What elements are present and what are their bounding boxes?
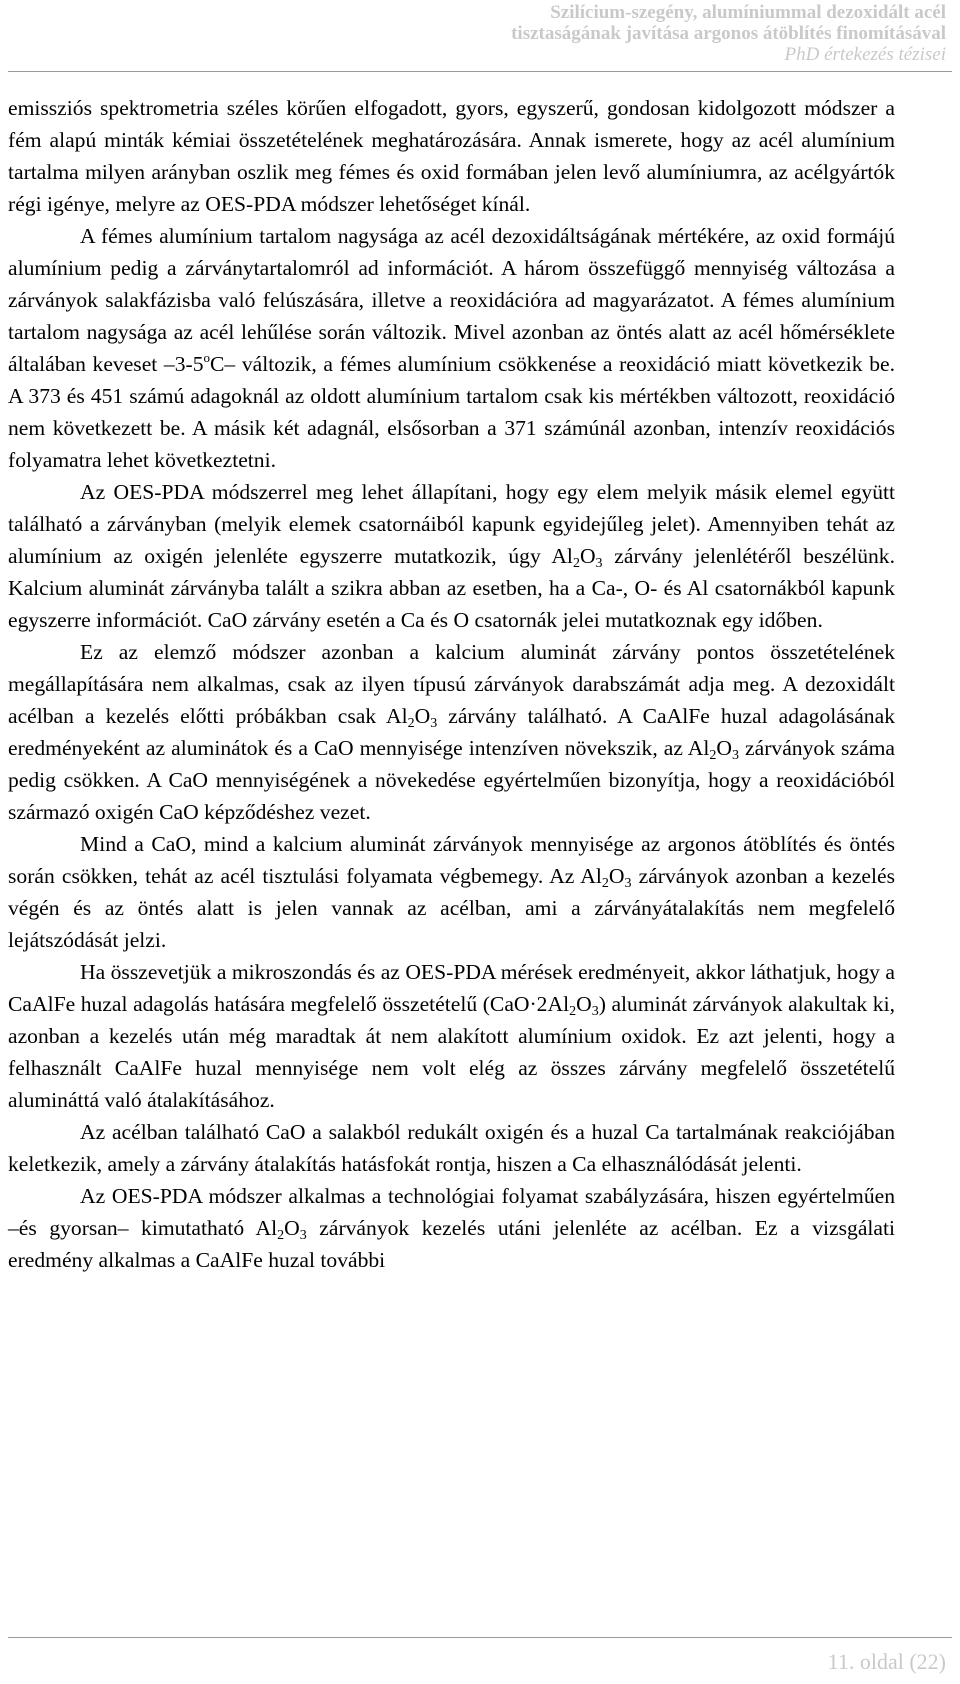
header-subtitle: PhD értekezés tézisei xyxy=(784,44,946,65)
header-title-line-2: tisztaságának javítása argonos átöblítés finomításával xyxy=(511,23,946,44)
document-body xyxy=(8,92,895,1276)
formula-subscript: 2 xyxy=(277,1228,285,1243)
paragraph-2: A fémes alumínium tartalom nagysága az acél dezoxidáltságának mértékére, az oxid formájú alumínium pedig a zárványtartalomról ad információt. A három összefüggő mennyiség változása a zárványok salakfázisba való felúszására, illetve a reoxidációra ad magyarázatot. A fémes alumínium tartalom nagysága az acél lehűlése során változik. Mivel azonban az öntés alatt az acél hőmérséklete általában keveset –3-5$^o$C– változik, a fémes alumínium csökkenése a reoxidáció miatt következik be. A 373 és 451 számú adagoknál az oldott alumínium tartalom csak kis mértékben változott, reoxidáció nem következett be. A másik két adagnál, elsősorban a 371 számúnál azonban, intenzív reoxidációs folyamatra lehet következtetni. xyxy=(8,224,895,472)
formula-subscript: 2 xyxy=(601,876,609,891)
header-title-line-1: Szilícium-szegény, alumíniummal dezoxidált acél xyxy=(550,2,946,23)
page-number: 11. oldal (22) xyxy=(827,1649,946,1674)
formula-subscript: 2 xyxy=(407,716,415,731)
header-divider xyxy=(8,71,952,72)
running-header xyxy=(246,2,946,65)
paragraph-3: Az OES-PDA módszerrel meg lehet állapítani, hogy egy elem melyik másik elemel együtt található a zárványban (melyik elemek csatornáiból kapunk egyidejűleg jelet). Amennyiben tehát az alumínium az oxigén jelenléte egyszerre mutatkozik, úgy $Al_2O_3$ zárvány jelenlétéről beszélünk. Kalcium aluminát zárványba talált a szikra abban az esetben, ha a Ca-, O- és Al csatornákból kapunk egyszerre információt. CaO zárvány esetén a Ca és O csatornák jelei mutatkoznak egy időben. xyxy=(8,480,895,632)
paragraph-8: Az OES-PDA módszer alkalmas a technológiai folyamat szabályzására, hiszen egyértelműen –és gyorsan– kimutatható $Al_2O_3$ zárványok kezelés utáni jelenléte az acélban. Ez a vizsgálati eredmény alkalmas a CaAlFe huzal további xyxy=(8,1184,895,1272)
formula-subscript: 3 xyxy=(595,556,603,571)
formula-subscript: 3 xyxy=(430,716,438,731)
paragraph-4: Ez az elemző módszer azonban a kalcium aluminát zárvány pontos összetételének megállapítására nem alkalmas, csak az ilyen típusú zárványok darabszámát adja meg. A dezoxidált acélban a kezelés előtti próbákban csak $Al_2O_3$ zárvány található. A CaAlFe huzal adagolásának eredményeként az aluminátok és a CaO mennyisége intenzíven növekszik, az $Al_2O_3$ zárványok száma pedig csökken. A CaO mennyiségének a növekedése egyértelműen bizonyítja, hogy a reoxidációból származó oxigén CaO képződéshez vezet. xyxy=(8,640,895,824)
formula-subscript: 2 xyxy=(709,748,717,763)
formula-subscript: 3 xyxy=(591,1004,599,1019)
paragraph-7: Az acélban található CaO a salakból redukált oxigén és a huzal Ca tartalmának reakciójában keletkezik, amely a zárvány átalakítás hatásfokát rontja, hiszen a Ca elhasználódását jelenti. xyxy=(8,1120,895,1176)
paragraph-5: Mind a CaO, mind a kalcium aluminát zárványok mennyisége az argonos átöblítés és öntés során csökken, tehát az acél tisztulási folyamata végbemegy. Az $Al_2O_3$ zárványok azonban a kezelés végén és az öntés alatt is jelen vannak az acélban, ami a zárványátalakítás nem megfelelő lejátszódását jelzi. xyxy=(8,832,895,952)
formula-subscript: 2 xyxy=(572,556,580,571)
degree-superscript: o xyxy=(203,350,210,365)
formula-subscript: 3 xyxy=(732,748,740,763)
paragraph-1: emissziós spektrometria széles körűen elfogadott, gyors, egyszerű, gondosan kidolgozott módszer a fém alapú minták kémiai összetételének meghatározására. Annak ismerete, hogy az acél alumínium tartalma milyen arányban oszlik meg fémes és oxid formában jelen levő alumíniumra, az acélgyártók régi igénye, melyre az OES-PDA módszer lehetőséget kínál. xyxy=(8,96,895,216)
paragraph-6: Ha összevetjük a mikroszondás és az OES-PDA mérések eredményeit, akkor láthatjuk, hogy a CaAlFe huzal adagolás hatására megfelelő összetételű $(CaO\cdot 2Al_2O_3)$ aluminát zárványok alakultak ki, azonban a kezelés után még maradtak át nem alakított alumínium oxidok. Ez azt jelenti, hogy a felhasznált CaAlFe huzal mennyisége nem volt elég az összes zárvány megfelelő összetételű alumináttá való átalakításához. xyxy=(8,960,895,1112)
formula-subscript: 3 xyxy=(624,876,632,891)
footer-divider xyxy=(8,1637,952,1638)
formula-subscript: 3 xyxy=(299,1228,307,1243)
formula-subscript: 2 xyxy=(569,1004,577,1019)
